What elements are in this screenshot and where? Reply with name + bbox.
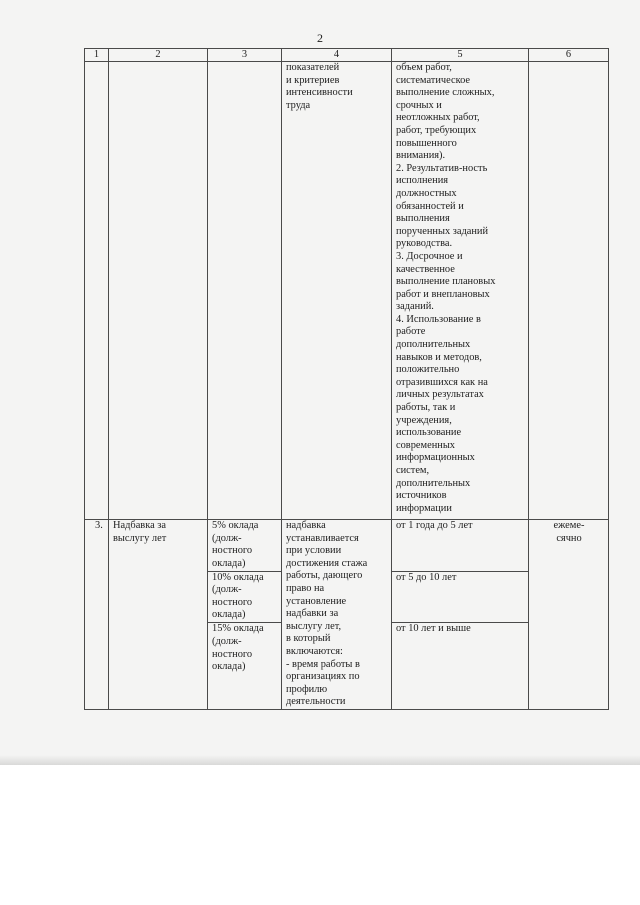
tier-amount-cell xyxy=(208,571,282,623)
tier-term-cell xyxy=(392,571,529,623)
tier-term: от 1 года до 5 лет xyxy=(396,520,473,531)
periodicity-cell xyxy=(529,520,609,710)
periodicity: ежеме- сячно xyxy=(553,520,585,544)
allowance-name-cell xyxy=(109,520,208,710)
column-number-row xyxy=(85,49,609,62)
cell-amount-empty xyxy=(208,62,282,520)
tier-amount: 5% оклада (долж- ностного оклада) xyxy=(212,520,259,569)
criteria-text: объем работ, систематическое выполнение сложных, срочных и неотложных работ, работ, требующих повышенного внимания). 2. Результатив-ность исполнения должностных обязанностей и выполнения порученных заданий руководства. 3. Досрочное и качественное выполнение плановых работ и внеплановых заданий. 4. Использование в работе дополнительных навыков и методов, положительно отразившихся как на личных результатах работы, так и учреждения, использование современных информационных систем, дополнительных источников информации xyxy=(396,62,496,514)
tier-term: от 5 до 10 лет xyxy=(396,571,457,583)
tier-amount-cell xyxy=(208,623,282,710)
column-number: 5 xyxy=(392,49,529,62)
page-number: 2 xyxy=(317,31,323,45)
cell-periodicity-empty xyxy=(529,62,609,520)
column-number: 6 xyxy=(529,49,609,62)
table-row-continued xyxy=(85,62,609,520)
column-number: 2 xyxy=(109,49,208,62)
tier-amount: 10% оклада (долж- ностного оклада) xyxy=(212,571,264,621)
allowance-condition: надбавка устанавливается при условии достижения стажа работы, дающего право на установление надбавки за выслугу лет, в который включаются: - время работы в организациях по профилю деятельности xyxy=(286,520,368,708)
allowances-table xyxy=(84,48,609,710)
column-number: 3 xyxy=(208,49,282,62)
cell-criteria-continued xyxy=(392,62,529,520)
tier-amount: 15% оклада (долж- ностного оклада) xyxy=(212,623,264,673)
column-number: 1 xyxy=(85,49,109,62)
allowance-condition-cell xyxy=(282,520,392,710)
cell-number-empty xyxy=(85,62,109,520)
row-number: 3. xyxy=(85,520,109,710)
tier-term-cell xyxy=(392,520,529,572)
tier-term: от 10 лет и выше xyxy=(396,623,471,635)
tier-term-cell xyxy=(392,623,529,710)
condition-text: показателей и критериев интенсивности труда xyxy=(286,62,353,111)
scan-edge-shadow xyxy=(0,755,640,765)
cell-condition-continued xyxy=(282,62,392,520)
column-number: 4 xyxy=(282,49,392,62)
allowance-name: Надбавка за выслугу лет xyxy=(113,520,167,544)
tier-amount-cell xyxy=(208,520,282,572)
cell-name-empty xyxy=(109,62,208,520)
table-row-seniority-5 xyxy=(85,520,609,572)
